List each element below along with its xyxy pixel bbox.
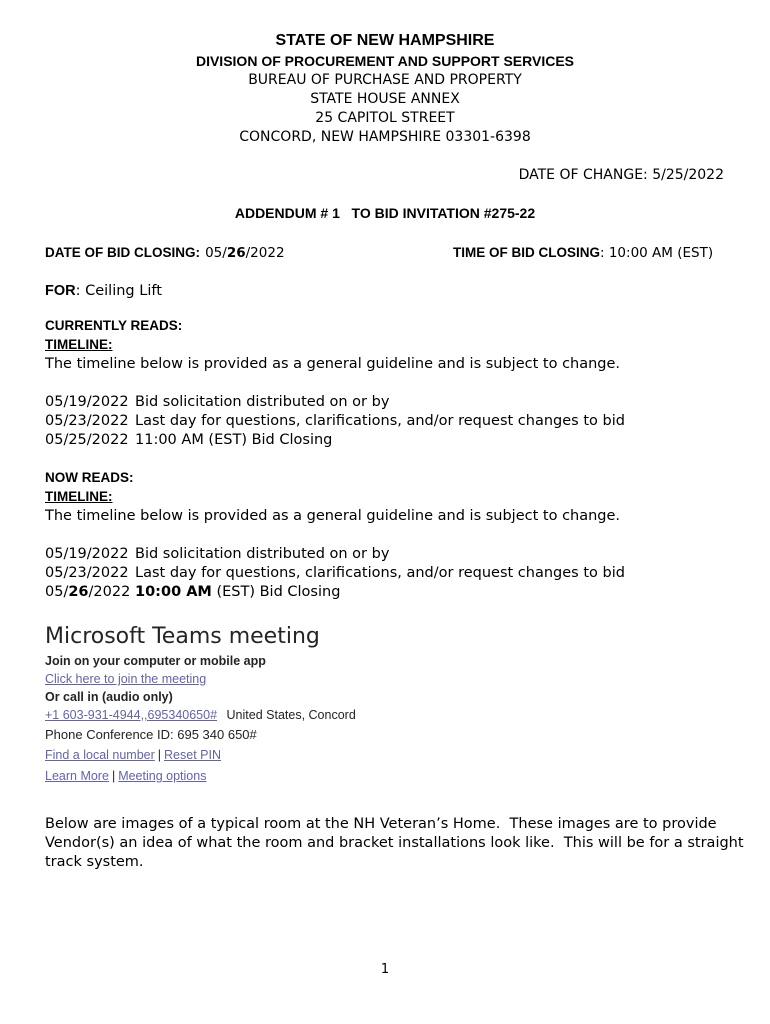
addendum-title: ADDENDUM # 1 TO BID INVITATION #275-22 [234, 205, 536, 221]
header-division: DIVISION OF PROCUREMENT AND SUPPORT SERVICES [195, 53, 575, 69]
header-city: CONCORD, NEW HAMPSHIRE 03301-6398 [239, 129, 531, 145]
link-separator: | [157, 748, 162, 762]
timeline-row-text: Bid solicitation distributed on or by [135, 394, 390, 410]
timeline-row-date: 05/19/2022 [45, 394, 129, 410]
for-label: FOR [45, 283, 76, 299]
header-street: 25 CAPITOL STREET [315, 110, 455, 126]
teams-phone-link[interactable]: +1 603-931-4944,,695340650# [45, 708, 218, 722]
timeline-row [45, 432, 332, 448]
teams-phone-line [45, 708, 356, 722]
currently-reads-heading: CURRENTLY READS: [45, 318, 183, 333]
bid-closing-date [45, 242, 285, 261]
header-building: STATE HOUSE ANNEX [310, 91, 460, 107]
teams-local-links [45, 748, 221, 762]
teams-call-heading: Or call in (audio only) [45, 690, 173, 704]
date-of-change: DATE OF CHANGE: 5/25/2022 [518, 167, 724, 183]
for-value: : Ceiling Lift [75, 283, 162, 299]
reset-pin-link[interactable]: Reset PIN [164, 748, 221, 762]
timeline-row-text: 11:00 AM (EST) Bid Closing [135, 432, 333, 448]
timeline-row-text: Bid solicitation distributed on or by [135, 546, 390, 562]
bid-closing-date-pre: 05/ [205, 245, 227, 261]
currently-reads-timeline-label: TIMELINE: [45, 337, 113, 352]
teams-meeting-title: Microsoft Teams meeting [45, 624, 320, 649]
last-row-time-bold: 10:00 AM [135, 584, 212, 600]
timeline-row-text: Last day for questions, clarifications, and/or request changes to bid [135, 565, 625, 581]
now-reads-intro: The timeline below is provided as a general guideline and is subject to change. [45, 508, 621, 524]
closing-paragraph-line: track system. [45, 854, 144, 870]
header-bureau: BUREAU OF PURCHASE AND PROPERTY [248, 72, 522, 88]
now-reads-heading: NOW READS: [45, 470, 134, 485]
for-line [45, 280, 162, 299]
timeline-row [45, 584, 340, 600]
last-row-date-bold: 26 [68, 584, 89, 600]
timeline-row [45, 413, 625, 429]
find-local-number-link[interactable]: Find a local number [45, 748, 155, 762]
bid-closing-time [453, 242, 713, 261]
timeline-row-text: Last day for questions, clarifications, and/or request changes to bid [135, 413, 625, 429]
timeline-row [45, 546, 389, 562]
currently-reads-intro: The timeline below is provided as a general guideline and is subject to change. [45, 356, 621, 372]
bid-closing-date-bold: 26 [226, 245, 246, 261]
bid-closing-time-value: : 10:00 AM (EST) [600, 245, 714, 261]
closing-paragraph-line: Vendor(s) an idea of what the room and bracket installations look like. This will be for a straight [45, 835, 744, 851]
last-row-date-pre: 05/ [45, 584, 69, 600]
bid-closing-time-label: TIME OF BID CLOSING [453, 245, 600, 260]
timeline-row-date: 05/23/2022 [45, 413, 129, 429]
header-state: STATE OF NEW HAMPSHIRE [275, 32, 495, 49]
meeting-options-link[interactable]: Meeting options [118, 769, 207, 783]
teams-phone-location: United States, Concord [226, 708, 356, 722]
now-reads-timeline-label: TIMELINE: [45, 489, 113, 504]
timeline-row-date: 05/23/2022 [45, 565, 129, 581]
timeline-row-date: 05/25/2022 [45, 432, 129, 448]
timeline-row [45, 565, 625, 581]
timeline-row-text: (EST) Bid Closing [211, 584, 341, 600]
closing-paragraph-line: Below are images of a typical room at the NH Veteran’s Home. These images are to provide [45, 816, 717, 832]
bid-closing-date-label: DATE OF BID CLOSING: [45, 245, 200, 260]
last-row-date-post: /2022 [88, 584, 131, 600]
timeline-row [45, 394, 389, 410]
timeline-row-date [45, 584, 135, 600]
teams-conference-id: Phone Conference ID: 695 340 650# [45, 727, 257, 742]
link-separator: | [111, 769, 116, 783]
timeline-row-date: 05/19/2022 [45, 546, 129, 562]
bid-closing-date-post: /2022 [245, 245, 285, 261]
teams-join-link[interactable]: Click here to join the meeting [45, 672, 207, 686]
teams-more-links [45, 769, 206, 783]
learn-more-link[interactable]: Learn More [45, 769, 109, 783]
page-number: 1 [380, 962, 390, 977]
teams-join-heading: Join on your computer or mobile app [45, 654, 266, 668]
